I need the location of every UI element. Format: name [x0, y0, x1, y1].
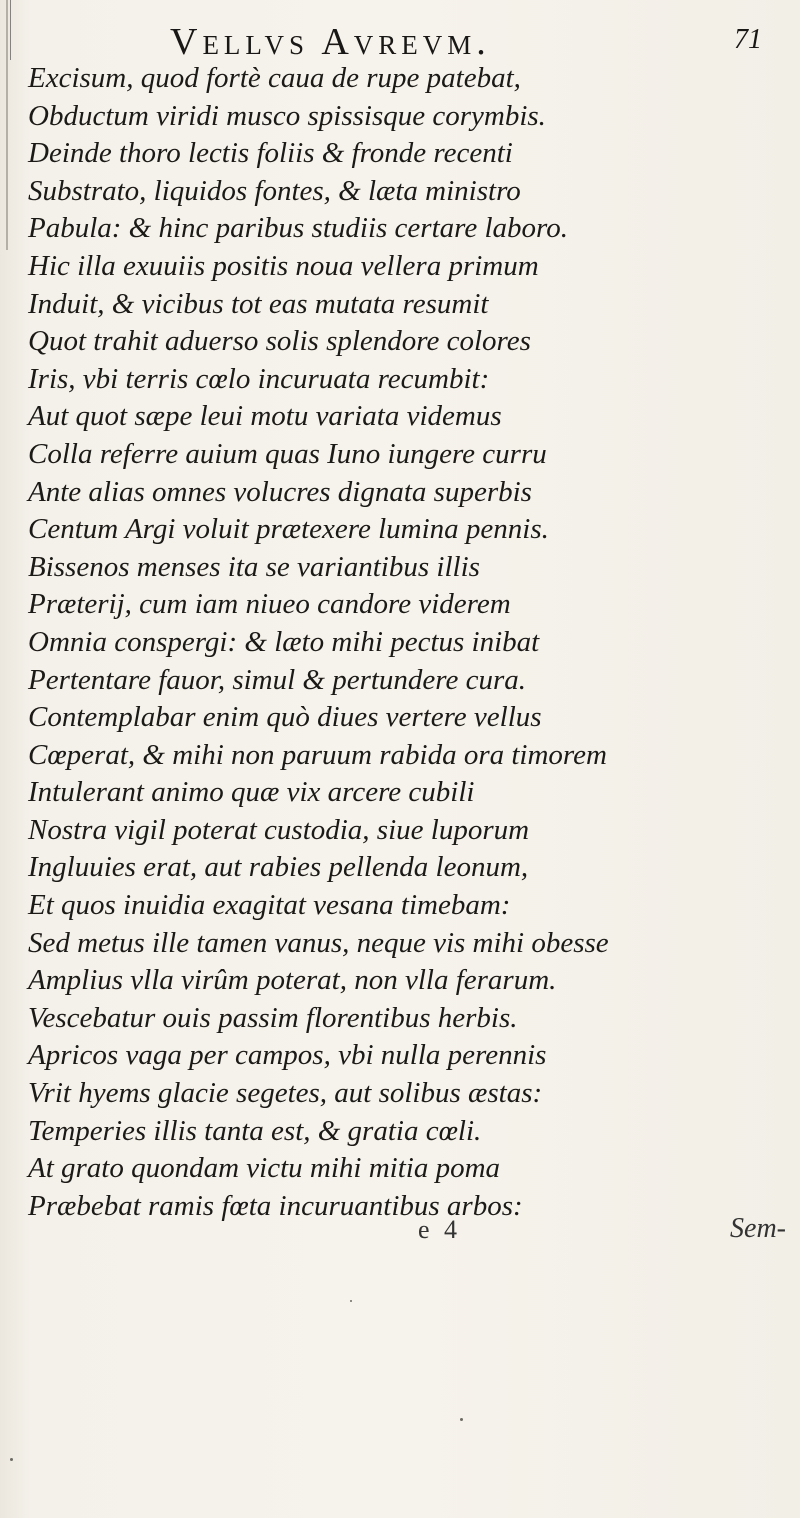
- ink-speck: [460, 1418, 463, 1421]
- ink-speck: [350, 1300, 352, 1302]
- verse-line: Deinde thoro lectis foliis & fronde recenti: [28, 137, 513, 170]
- verse-line: Et quos inuidia exagitat vesana timebam:: [28, 889, 511, 922]
- verse-line: Contemplabar enim quò diues vertere vellus: [28, 701, 542, 734]
- verse-line: Apricos vaga per campos, vbi nulla perennis: [28, 1039, 547, 1072]
- verse-line: Obductum viridi musco spissisque corymbis.: [28, 99, 546, 132]
- verse-line: Aut quot sæpe leui motu variata videmus: [28, 400, 502, 433]
- verse-line: Temperies illis tanta est, & gratia cœli.: [28, 1114, 482, 1147]
- verse-line: Hic illa exuuiis positis noua vellera primum: [28, 249, 539, 282]
- verse-line: Omnia conspergi: & læto mihi pectus inibat: [28, 625, 540, 658]
- verse-line: Quot trahit aduerso solis splendore colores: [28, 325, 531, 358]
- verse-line: Pertentare fauor, simul & pertundere cura.: [28, 663, 527, 696]
- verse-line: Intulerant animo quæ vix arcere cubili: [28, 776, 475, 809]
- verse-line: Vrit hyems glacie segetes, aut solibus æstas:: [28, 1077, 543, 1110]
- ink-speck: [10, 1458, 13, 1461]
- page-gutter-shadow: [6, 0, 8, 250]
- verse-line: Bissenos menses ita se variantibus illis: [28, 550, 480, 583]
- verse-line: Ingluuies erat, aut rabies pellenda leonum,: [28, 851, 529, 884]
- verse-line: Excisum, quod fortè caua de rupe patebat,: [28, 62, 521, 94]
- catchword: Sem-: [730, 1213, 786, 1244]
- verse-line: Substrato, liquidos fontes, & læta ministro: [28, 174, 521, 207]
- verse-line: At grato quondam victu mihi mitia poma: [28, 1152, 501, 1185]
- verse-line: Præbebat ramis fœta incuruantibus arbos:: [28, 1189, 523, 1222]
- verse-line: Sed metus ille tamen vanus, neque vis mihi obesse: [28, 926, 609, 959]
- signature-mark: e 4: [418, 1215, 462, 1244]
- verse-line: Iris, vbi terris cœlo incuruata recumbit:: [28, 362, 490, 395]
- verse-line: Amplius vlla virûm poterat, non vlla ferarum.: [28, 964, 557, 997]
- verse-line: Ante alias omnes volucres dignata superbis: [28, 475, 532, 508]
- running-header-title: Vellvs Avrevm.: [170, 21, 491, 63]
- verse-line: Induit, & vicibus tot eas mutata resumit: [28, 287, 489, 320]
- verse-line: Prӕterij, cum iam niueo candore viderem: [28, 588, 511, 621]
- verse-line: Vescebatur ouis passim florentibus herbis.: [28, 1001, 518, 1034]
- verse-line: Pabula: & hinc paribus studiis certare laboro.: [28, 212, 568, 245]
- page-number: 71: [734, 24, 762, 55]
- verse-line: Nostra vigil poterat custodia, siue luporum: [28, 813, 530, 846]
- verse-line: Colla referre auium quas Iuno iungere curru: [28, 437, 547, 470]
- verse-block: [28, 60, 788, 1225]
- verse-line: Centum Argi voluit prætexere lumina pennis.: [28, 513, 549, 546]
- verse-line: Cœperat, & mihi non paruum rabida ora timorem: [28, 738, 607, 771]
- page-edge-mark: [10, 0, 11, 60]
